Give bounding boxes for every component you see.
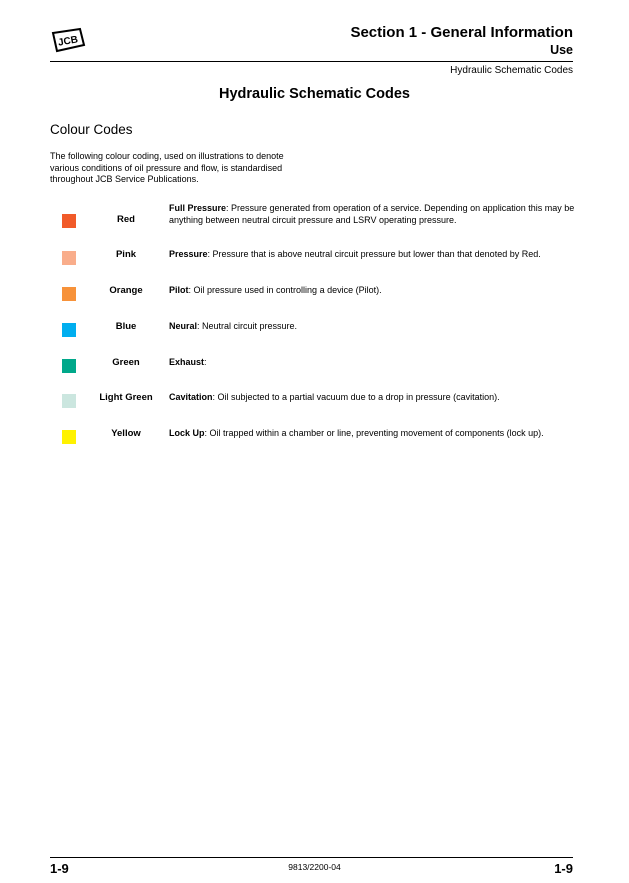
colour-name: Red bbox=[117, 214, 135, 225]
colour-name: Pink bbox=[115, 249, 137, 260]
section-heading: Colour Codes bbox=[50, 122, 133, 137]
page-number-right: 1-9 bbox=[554, 861, 573, 876]
colour-description: Pilot: Oil pressure used in controlling a device (Pilot). bbox=[169, 285, 382, 295]
colour-name: Blue bbox=[115, 321, 137, 332]
colour-swatch bbox=[62, 430, 76, 444]
colour-description: Pressure: Pressure that is above neutral circuit pressure but lower than that denoted by Red. bbox=[169, 249, 541, 259]
colour-swatch bbox=[62, 251, 76, 265]
jcb-logo bbox=[50, 27, 86, 53]
colour-name: Orange bbox=[109, 285, 143, 296]
footer-divider bbox=[50, 857, 573, 858]
colour-description: Lock Up: Oil trapped within a chamber or line, preventing movement of components (lock up). bbox=[169, 428, 544, 438]
colour-swatch bbox=[62, 359, 76, 373]
intro-paragraph: The following colour coding, used on illustrations to denote various conditions of oil pressure and flow, is standardised throughout JCB Service Publications. bbox=[50, 151, 284, 184]
colour-name: Yellow bbox=[111, 428, 141, 439]
document-number: 9813/2200-04 bbox=[288, 862, 341, 872]
svg-text:JCB: JCB bbox=[57, 34, 79, 49]
colour-swatch bbox=[62, 287, 76, 301]
colour-description: Full Pressure: Pressure generated from operation of a service. Depending on application this may be anything between neutral circuit pressure and LSRV operating pressure. bbox=[169, 203, 575, 225]
colour-name: Green bbox=[112, 357, 140, 368]
colour-description: Exhaust: bbox=[169, 357, 207, 367]
colour-swatch bbox=[62, 214, 76, 228]
page-number-left: 1-9 bbox=[50, 861, 69, 876]
colour-swatch bbox=[62, 323, 76, 337]
colour-description: Neural: Neutral circuit pressure. bbox=[169, 321, 298, 331]
page-title: Hydraulic Schematic Codes bbox=[219, 86, 410, 102]
subsection-title: Use bbox=[550, 43, 573, 57]
section-title: Section 1 - General Information bbox=[350, 24, 573, 41]
colour-name: Light Green bbox=[99, 392, 153, 403]
colour-swatch bbox=[62, 394, 76, 408]
topic-title: Hydraulic Schematic Codes bbox=[450, 65, 573, 76]
colour-description: Cavitation: Oil subjected to a partial vacuum due to a drop in pressure (cavitation). bbox=[169, 392, 500, 402]
header-divider bbox=[50, 61, 573, 62]
